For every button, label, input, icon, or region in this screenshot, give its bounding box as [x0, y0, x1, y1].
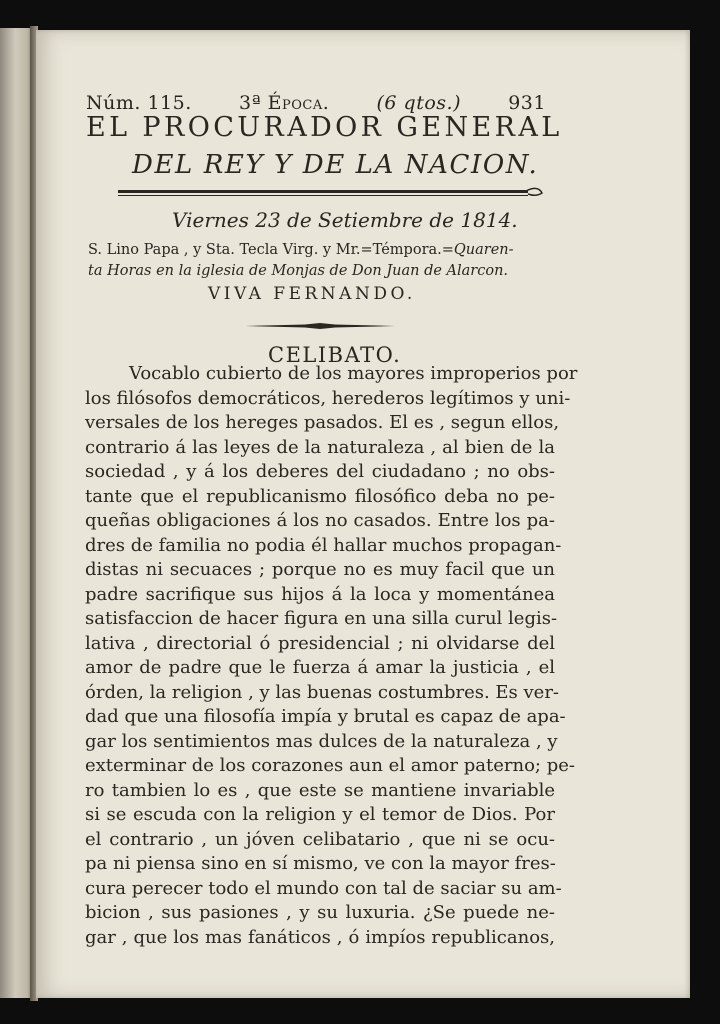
masthead-subtitle: DEL REY Y DE LA NACION.	[132, 150, 539, 180]
text-line: satisfaccion de hacer figura en una silla curul legis-	[85, 608, 558, 629]
article-heading: CELIBATO.	[268, 343, 402, 367]
masthead-title: EL PROCURADOR GENERAL	[86, 112, 563, 143]
issue-number: Núm. 115.	[86, 92, 192, 114]
ornament-divider	[245, 320, 395, 332]
text-line: versales de los hereges pasados. El es , segun ellos,	[85, 412, 560, 433]
text-line: órden, la religion , y las buenas costumbres. Es ver-	[85, 681, 560, 703]
text-line: exterminar de los corazones aun el amor paterno; pe-	[85, 755, 575, 776]
text-line: cura perecer todo el mundo con tal de saciar su am-	[85, 877, 562, 899]
text-line: amor de padre que le fuerza á amar la justicia , el	[85, 657, 555, 678]
text-line: pa ni piensa sino en sí mismo, ve con la mayor fres-	[85, 853, 556, 874]
text-line: gar , que los mas fanáticos , ó impíos republicanos,	[85, 926, 555, 948]
motto: VIVA FERNANDO.	[208, 284, 416, 304]
text-line: dad que una filosofía impía y brutal es capaz de apa-	[85, 706, 566, 727]
text-line: lativa , directorial ó presidencial ; ni olvidarse del	[85, 632, 555, 654]
saints-of-the-day	[88, 240, 540, 282]
masthead-rule	[118, 187, 544, 197]
text-line: tante que el republicanismo filosófico deba no pe-	[85, 485, 555, 507]
text-line: bicion , sus pasiones , y su luxuria. ¿Se puede ne-	[85, 902, 555, 923]
text-line: Vocablo cubierto de los mayores improperios por	[129, 363, 578, 384]
issue-header	[86, 92, 546, 114]
issue-date: Viernes 23 de Setiembre de 1814.	[172, 208, 518, 232]
saints-line-1: S. Lino Papa , y Sta. Tecla Virg. y Mr.=Témpora.=	[88, 242, 454, 258]
saints-line-2: ta Horas en la iglesia de Monjas de Don Juan de Alarcon.	[88, 263, 509, 279]
article-body	[85, 362, 578, 950]
text-line: dres de familia no podia él hallar muchos propagan-	[85, 534, 562, 556]
text-line: ro tambien lo es , que este se mantiene invariable	[85, 779, 555, 801]
facing-page-edge	[0, 28, 34, 998]
epoch-label: 3ª Época.	[238, 92, 330, 114]
saints-line-1-italic: Quaren-	[453, 242, 514, 258]
text-line: los filósofos democráticos, herederos legítimos y uni-	[85, 387, 571, 409]
text-line: si se escuda con la religion y el temor de Dios. Por	[85, 804, 555, 825]
price-label: (6 qtos.)	[376, 92, 461, 114]
text-line: distas ni secuaces ; porque no es muy facil que un	[85, 559, 555, 580]
text-line: gar los sentimientos mas dulces de la naturaleza , y	[85, 730, 558, 752]
text-line: padre sacrifique sus hijos á la loca y momentánea	[85, 583, 555, 605]
page-number: 931	[508, 92, 546, 114]
text-line: queñas obligaciones á los no casados. Entre los pa-	[85, 510, 555, 531]
text-line: contrario á las leyes de la naturaleza , al bien de la	[85, 436, 555, 458]
text-line: sociedad , y á los deberes del ciudadano ; no obs-	[85, 461, 555, 482]
text-line: el contrario , un jóven celibatario , que ni se ocu-	[85, 828, 555, 850]
